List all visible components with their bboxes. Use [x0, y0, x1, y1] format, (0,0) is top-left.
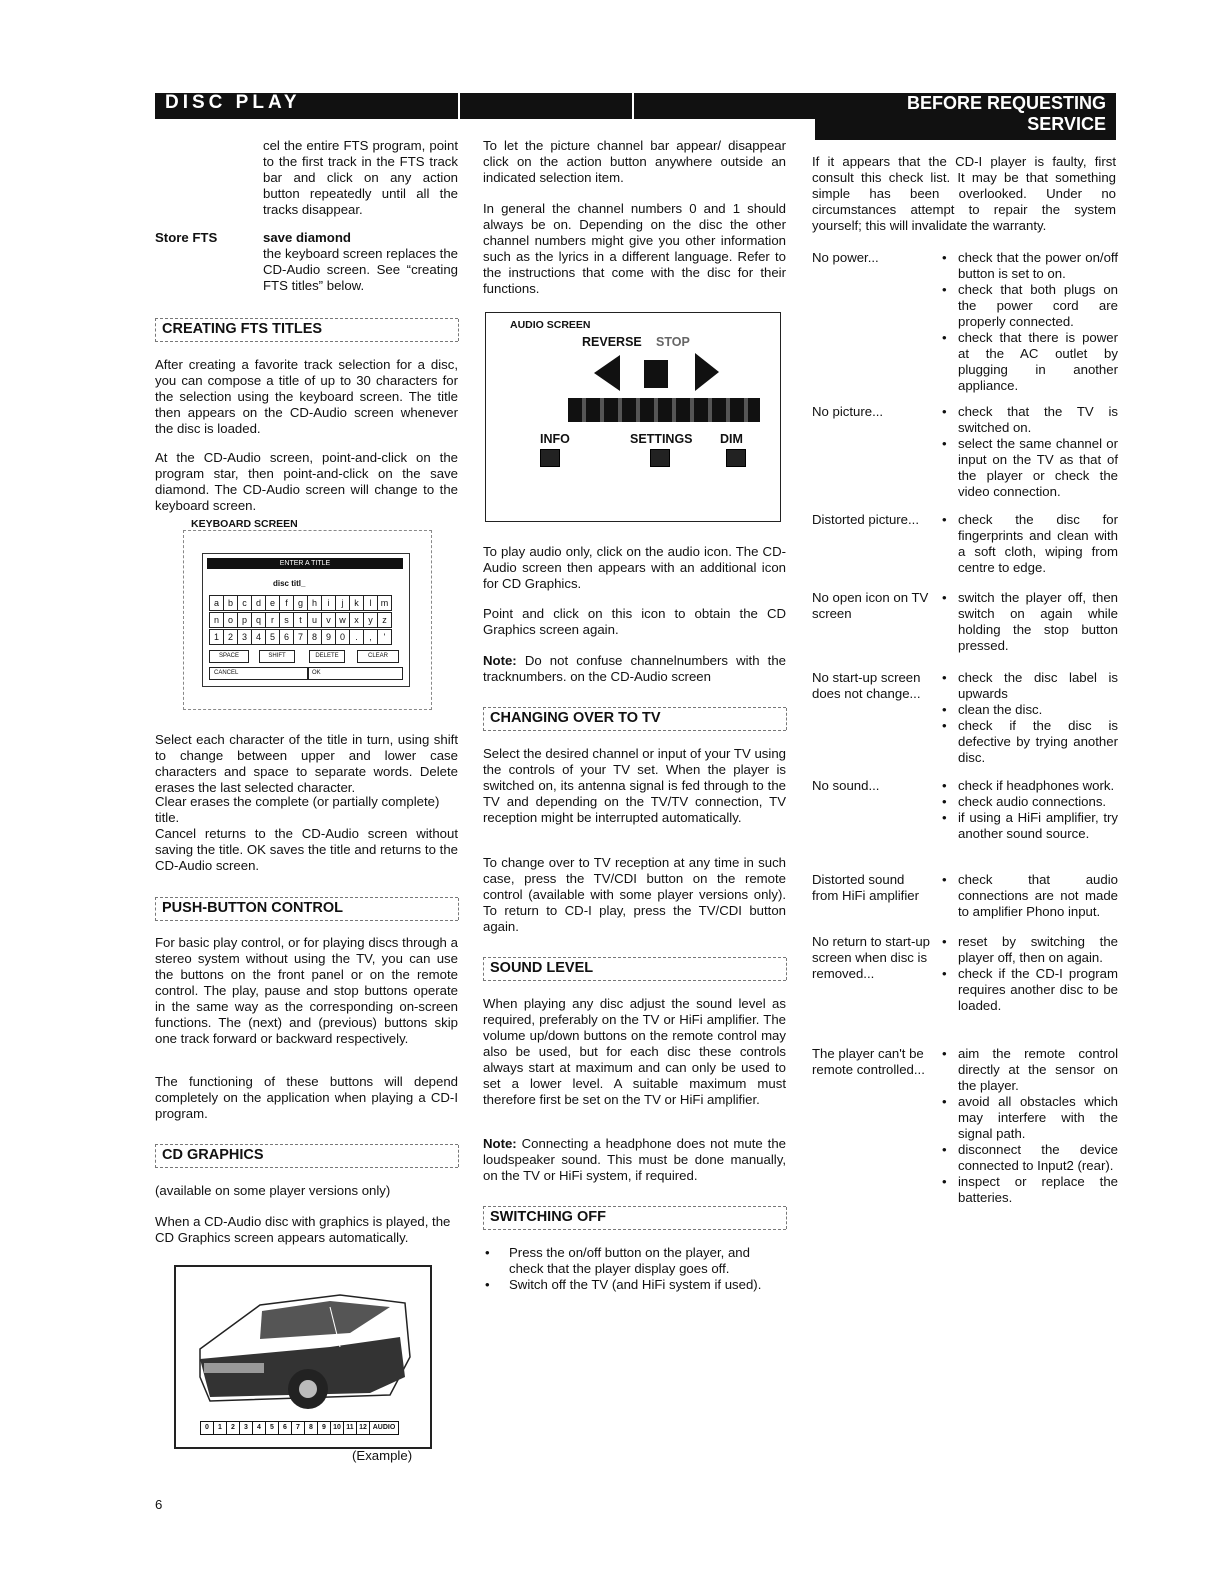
symptom-label: No sound... [812, 778, 880, 793]
symptom-label: No picture... [812, 404, 884, 419]
keyboard-screen-caption: KEYBOARD SCREEN [191, 518, 298, 530]
col2-paragraph-4: Point and click on this icon to obtain the CD Graphics screen again. [483, 606, 786, 637]
remedy-item: • check that audio connections are not made to amplifier Phono input. [940, 872, 1118, 920]
banner-title: DISC PLAY [165, 92, 301, 113]
key[interactable]: h [307, 595, 322, 611]
audio-screen-figure [485, 312, 781, 522]
key[interactable]: z [377, 612, 392, 628]
heading-switching-off [483, 1206, 786, 1230]
audio-screen-caption: AUDIO SCREEN [510, 319, 591, 331]
key[interactable]: 2 [223, 629, 238, 645]
track-bar[interactable] [568, 398, 760, 422]
symptom-label: No return to start-up screen when disc is removed... [812, 934, 931, 981]
remedy-list [940, 1046, 1118, 1206]
save-diamond-title: save diamond [263, 230, 351, 245]
dim-label: DIM [720, 432, 743, 446]
remedy-item: • check that the TV is switched on. [940, 404, 1118, 436]
remedy-list [940, 872, 1118, 920]
key[interactable]: 1 [209, 629, 224, 645]
remedy-item: • reset by switching the player off, then on again. [940, 934, 1118, 966]
remedy-item: • check the disc label is upwards [940, 670, 1118, 702]
channel-button[interactable]: 12 [356, 1421, 370, 1435]
symptom-label: No start-up screen does not change... [812, 670, 921, 701]
heading-text: CHANGING OVER TO TV [490, 710, 661, 726]
ok-key[interactable] [307, 667, 403, 680]
col2-paragraph-3: To play audio only, click on the audio icon. The CD-Audio screen then appears with an additional icon for CD Graphics. [483, 544, 786, 591]
remedy-item: • inspect or replace the batteries. [940, 1174, 1118, 1206]
remedy-list [940, 670, 1118, 766]
channel-button[interactable]: 2 [226, 1421, 240, 1435]
remedy-item: • switch the player off, then switch on again while holding the stop button pressed. [940, 590, 1118, 654]
key[interactable]: o [223, 612, 238, 628]
symptom-label: The player can't be remote controlled... [812, 1046, 925, 1077]
key[interactable]: 5 [265, 629, 280, 645]
shift-key[interactable] [259, 650, 295, 663]
note-1 [483, 653, 786, 685]
key[interactable]: j [335, 595, 350, 611]
creating-paragraph-1: After creating a favorite track selection for a disc, you can compose a title of up to 30 characters for the selection using the keyboard screen. The title then appears on the CD-Audio screen whenever the disc is loaded. [155, 357, 458, 436]
save-diamond-text: the keyboard screen replaces the CD-Audio screen. See “creating FTS titles” below. [263, 246, 458, 293]
reverse-icon[interactable] [592, 353, 622, 393]
car-image [190, 1277, 414, 1417]
channel-button[interactable]: 4 [252, 1421, 266, 1435]
key[interactable]: e [265, 595, 280, 611]
key[interactable]: g [293, 595, 308, 611]
keyboard-screen-figure [183, 530, 432, 710]
banner-title-line2: SERVICE [1027, 114, 1106, 134]
section-banner-disc-play [155, 93, 817, 119]
key[interactable]: a [209, 595, 224, 611]
troubleshooting-table [812, 250, 1118, 1250]
remedy-item: • avoid all obstacles which may interfere with the signal path. [940, 1094, 1118, 1142]
remedy-list [940, 934, 1118, 1014]
section-banner-service [815, 93, 1116, 140]
key[interactable]: v [321, 612, 336, 628]
note-label: Note: [483, 653, 517, 668]
cd-graphics-example-figure [174, 1265, 432, 1449]
key-row-2 [209, 611, 391, 628]
example-caption: (Example) [352, 1448, 413, 1463]
page-number: 6 [155, 1497, 163, 1512]
note-2 [483, 1136, 786, 1184]
key[interactable]: n [209, 612, 224, 628]
remedy-item: • check that there is power at the AC outlet by plugging in another appliance. [940, 330, 1118, 394]
channel-button[interactable]: 11 [343, 1421, 357, 1435]
remedy-list [940, 512, 1118, 576]
key[interactable]: f [279, 595, 294, 611]
service-intro: If it appears that the CD-I player is faulty, first consult this check list. It may be that something simple has been overlooked. Under no circumstances attempt to repair the system yourself; this will invalidate the warranty. [812, 154, 1116, 233]
key[interactable]: c [237, 595, 252, 611]
key-label: SHIFT [268, 653, 286, 659]
banner-divider [632, 93, 634, 119]
banner-title-line1: BEFORE REQUESTING [906, 93, 1106, 113]
remedy-item: • if using a HiFi amplifier, try another sound source. [940, 810, 1118, 842]
heading-text: CD GRAPHICS [162, 1147, 264, 1163]
play-icon[interactable] [693, 351, 721, 393]
remedy-item: • check if the CD-I program requires another disc to be loaded. [940, 966, 1118, 1014]
key-label: DELETE [315, 653, 339, 659]
clear-key[interactable] [357, 650, 399, 663]
symptom-label: Distorted sound from HiFi amplifier [812, 872, 919, 903]
cdg-paragraph-2: When a CD-Audio disc with graphics is played, the CD Graphics screen appears automatically. [155, 1214, 451, 1245]
note-text: Do not confuse channelnumbers with the tracknumbers. on the CD-Audio screen [483, 653, 786, 684]
key[interactable]: t [293, 612, 308, 628]
push-paragraph-2: The functioning of these buttons will depend completely on the application when playing a CD-I program. [155, 1074, 458, 1121]
select-paragraph: Select each character of the title in turn, using shift to change between upper and lower case characters and space to separate words. Delete erases the last selected character. [155, 732, 458, 795]
symptom-label: No power... [812, 250, 879, 265]
key[interactable]: i [321, 595, 336, 611]
symptom-label: No open icon on TV screen [812, 590, 929, 621]
key[interactable]: 9 [321, 629, 336, 645]
key[interactable]: , [363, 629, 378, 645]
space-key[interactable] [209, 650, 249, 663]
key-label: OK [312, 670, 321, 676]
col2-paragraph-2: In general the channel numbers 0 and 1 should always be on. Depending on the disc the other channel numbers might give you other information such as the lyrics in a different language. Refer to the instructions that come with the disc for their functions. [483, 201, 786, 296]
key[interactable]: . [349, 629, 364, 645]
keyboard-title-bar [207, 558, 403, 569]
key[interactable]: 8 [307, 629, 322, 645]
remedy-item: • check that the power on/off button is set to on. [940, 250, 1118, 282]
cdg-paragraph-1: (available on some player versions only) [155, 1183, 391, 1198]
heading-text: PUSH-BUTTON CONTROL [162, 900, 343, 916]
key[interactable]: u [307, 612, 322, 628]
switching-off-list [483, 1245, 786, 1293]
stop-icon[interactable] [644, 360, 668, 388]
key-row-1 [209, 594, 391, 611]
remedy-list [940, 250, 1118, 394]
remedy-item: • check if the disc is defective by trying another disc. [940, 718, 1118, 766]
remedy-item: • check that both plugs on the power cord are properly connected. [940, 282, 1118, 330]
key-label: SPACE [219, 653, 239, 659]
keyboard-title: ENTER A TITLE [279, 560, 331, 567]
channel-button[interactable]: 10 [330, 1421, 344, 1435]
heading-sound-level [483, 957, 786, 981]
key[interactable]: ' [377, 629, 392, 645]
push-paragraph-1: For basic play control, or for playing discs through a stereo system without using the TV, you can use the buttons on the front panel or on the remote control. The play, pause and stop buttons operate in the same way as the corresponding on-screen functions. The (next) and (previous) buttons skip one track forward or backward respectively. [155, 935, 458, 1046]
remedy-list [940, 590, 1118, 654]
channel-button[interactable]: 3 [239, 1421, 253, 1435]
channel-button[interactable]: 5 [265, 1421, 279, 1435]
key[interactable]: r [265, 612, 280, 628]
remedy-list [940, 778, 1118, 842]
cancel-key[interactable] [209, 667, 309, 680]
key[interactable]: q [251, 612, 266, 628]
list-item: • Press the on/off button on the player, and check that the player display goes off. [483, 1245, 786, 1277]
heading-text: SOUND LEVEL [490, 960, 594, 976]
channel-button[interactable]: 8 [304, 1421, 318, 1435]
info-label: INFO [540, 432, 570, 446]
heading-cd-graphics [155, 1144, 458, 1168]
channel-button[interactable]: 0 [200, 1421, 214, 1435]
creating-paragraph-2: At the CD-Audio screen, point-and-click on the program star, then point-and-click on the save diamond. The CD-Audio screen will change to the keyboard screen. [155, 450, 458, 513]
list-item: • Switch off the TV (and HiFi system if used). [483, 1277, 786, 1293]
key-label: CANCEL [214, 670, 239, 676]
heading-creating-fts-titles [155, 318, 458, 342]
key-label: CLEAR [367, 653, 388, 659]
key[interactable]: s [279, 612, 294, 628]
key[interactable]: 0 [335, 629, 350, 645]
key[interactable]: l [363, 595, 378, 611]
col2-paragraph-1: To let the picture channel bar appear/ disappear click on the action button anywhere outside an indicated selection item. [483, 138, 786, 185]
settings-label: SETTINGS [630, 432, 693, 446]
key-row-3 [209, 628, 391, 645]
key[interactable]: d [251, 595, 266, 611]
title-input-field[interactable]: disc titl_ [273, 579, 306, 588]
cancel-paragraph: Cancel returns to the CD-Audio screen without saving the title. OK saves the title and returns to the CD-Audio screen. [155, 826, 458, 873]
channel-button[interactable]: 6 [278, 1421, 292, 1435]
store-fts-label: Store FTS [155, 230, 218, 245]
channel-bar [200, 1417, 398, 1435]
clear-paragraph: Clear erases the complete (or partially complete) title. [155, 794, 440, 825]
heading-text: SWITCHING OFF [490, 1209, 606, 1225]
note-text: Connecting a headphone does not mute the loudspeaker sound. This must be done manually, on the TV or HiFi system, if required. [483, 1136, 786, 1183]
key[interactable]: 4 [251, 629, 266, 645]
changing-paragraph-2: To change over to TV reception at any time in such case, press the TV/CDI button on the remote control (available with some player versions only). To return to CD-I play, press the TV/CDI button again. [483, 855, 786, 934]
remedy-item: • clean the disc. [940, 702, 1118, 718]
heading-changing-over-to-tv [483, 707, 786, 731]
dim-icon[interactable] [726, 449, 746, 467]
key[interactable]: b [223, 595, 238, 611]
fts-cancel-paragraph: cel the entire FTS program, point to the first track in the FTS track bar and click on any action button repeatedly until all the tracks disappear. [263, 138, 458, 217]
remedy-list [940, 404, 1118, 500]
channel-button[interactable]: 7 [291, 1421, 305, 1435]
key[interactable]: 6 [279, 629, 294, 645]
remedy-item: • check if headphones work. [940, 778, 1118, 794]
remedy-item: • check the disc for fingerprints and clean with a soft cloth, wiping from centre to edge. [940, 512, 1118, 576]
stop-label: STOP [656, 335, 690, 349]
delete-key[interactable] [309, 650, 345, 663]
remedy-item: • aim the remote control directly at the sensor on the player. [940, 1046, 1118, 1094]
channel-button[interactable]: 1 [213, 1421, 227, 1435]
symptom-label: Distorted picture... [812, 512, 920, 527]
key[interactable]: p [237, 612, 252, 628]
settings-icon[interactable] [650, 449, 670, 467]
changing-paragraph-1: Select the desired channel or input of your TV using the controls of your TV set. When the player is switched on, its antenna signal is fed through to the TV and depending on the TV/TV connection, TV reception might be interrupted automatically. [483, 746, 786, 825]
heading-text: CREATING FTS TITLES [162, 321, 323, 337]
heading-push-button-control [155, 897, 458, 921]
channel-button[interactable]: 9 [317, 1421, 331, 1435]
channel-button[interactable]: AUDIO [369, 1421, 399, 1435]
reverse-label: REVERSE [582, 335, 642, 349]
remedy-item: • disconnect the device connected to Input2 (rear). [940, 1142, 1118, 1174]
key[interactable]: 7 [293, 629, 308, 645]
info-icon[interactable] [540, 449, 560, 467]
key[interactable]: x [349, 612, 364, 628]
key[interactable]: m [377, 595, 392, 611]
key[interactable]: 3 [237, 629, 252, 645]
banner-divider [458, 93, 460, 119]
key[interactable]: w [335, 612, 350, 628]
sound-paragraph-1: When playing any disc adjust the sound level as required, preferably on the TV or HiFi amplifier. The volume up/down buttons on the remote control may also be used, but for each disc these controls always start at maximum and can only be used to set a lower level. A suitable maximum must therefore first be set on the TV or HiFi amplifier. [483, 996, 786, 1107]
remedy-item: • select the same channel or input on the TV as that of the player or check the video connection. [940, 436, 1118, 500]
note-label: Note: [483, 1136, 517, 1151]
keyboard-panel [202, 553, 410, 687]
key[interactable]: k [349, 595, 364, 611]
key[interactable]: y [363, 612, 378, 628]
remedy-item: • check audio connections. [940, 794, 1118, 810]
